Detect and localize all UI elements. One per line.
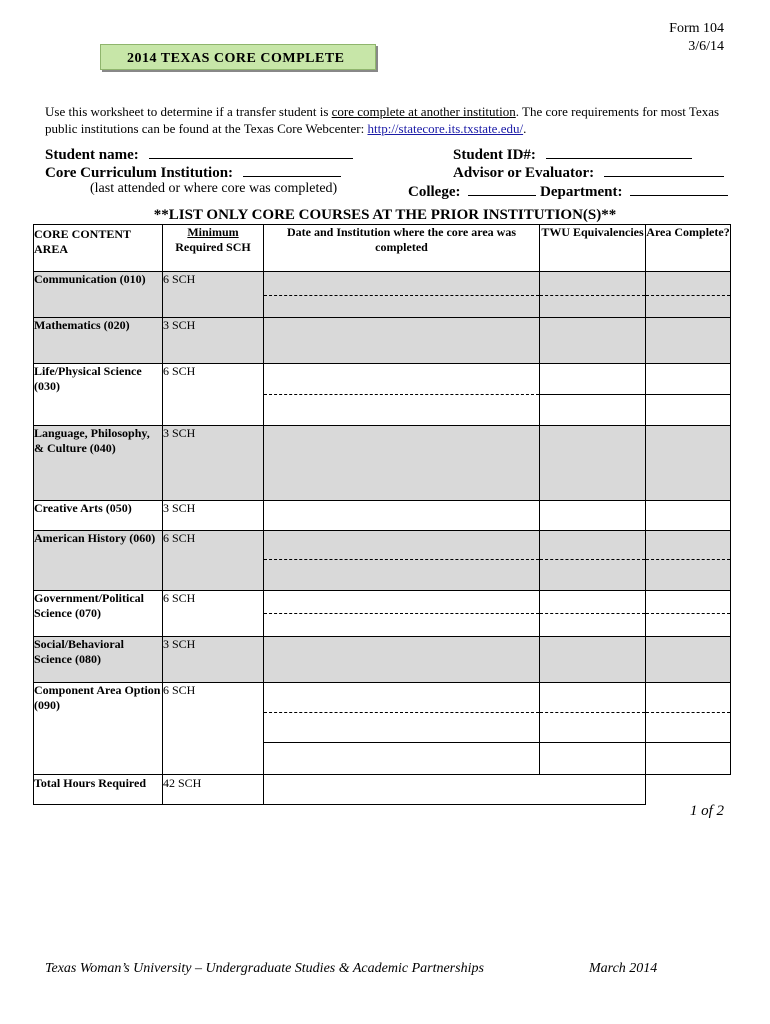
date-institution-cell[interactable] [264, 272, 540, 318]
area-cell: Component Area Option (090) [34, 683, 163, 775]
twu-cell[interactable] [540, 426, 646, 501]
intro-paragraph [45, 103, 725, 137]
footer-org: Texas Woman’s University – Undergraduate Studies & Academic Partnerships [45, 961, 484, 976]
sch-cell: 3 SCH [163, 637, 264, 683]
student-id-line[interactable] [546, 144, 692, 159]
complete-cell[interactable] [646, 364, 731, 426]
header-date-institution: Date and Institution where the core area was completed [264, 225, 540, 272]
department-line[interactable] [630, 181, 728, 196]
area-cell: Government/Political Science (070) [34, 591, 163, 637]
intro-underlined: core complete at another institution [331, 104, 516, 119]
college-line[interactable] [468, 181, 536, 196]
date-institution-cell[interactable] [264, 591, 540, 637]
area-cell: Mathematics (020) [34, 318, 163, 364]
student-id-field[interactable] [453, 144, 692, 164]
core-table [33, 224, 731, 805]
core-institution-label: Core Curriculum Institution: [45, 165, 234, 181]
complete-cell[interactable] [646, 531, 731, 591]
complete-cell[interactable] [646, 591, 731, 637]
total-empty-cell [646, 775, 731, 805]
advisor-line[interactable] [604, 162, 724, 177]
date-institution-cell[interactable] [264, 318, 540, 364]
area-cell: Creative Arts (050) [34, 501, 163, 531]
college-department-field[interactable] [408, 181, 728, 201]
list-heading: **LIST ONLY CORE COURSES AT THE PRIOR INSTITUTION(S)** [153, 207, 617, 223]
date-institution-cell[interactable] [264, 501, 540, 531]
table-row [34, 683, 731, 775]
area-cell: Language, Philosophy, & Culture (040) [34, 426, 163, 501]
title-banner [100, 44, 376, 70]
twu-cell[interactable] [540, 531, 646, 591]
twu-cell[interactable] [540, 318, 646, 364]
complete-cell[interactable] [646, 683, 731, 775]
header-min-sch [163, 225, 264, 272]
sch-cell: 3 SCH [163, 426, 264, 501]
form-date: 3/6/14 [688, 39, 724, 54]
form-id: Form 104 [669, 21, 724, 36]
student-name-line[interactable] [149, 144, 353, 159]
table-row [34, 426, 731, 501]
date-institution-cell[interactable] [264, 531, 540, 591]
twu-cell[interactable] [540, 272, 646, 318]
sch-cell: 6 SCH [163, 531, 264, 591]
sch-cell: 6 SCH [163, 272, 264, 318]
form-number [669, 20, 724, 56]
table-row [34, 591, 731, 637]
college-label: College: [408, 184, 461, 200]
table-row [34, 272, 731, 318]
advisor-field[interactable] [453, 162, 724, 182]
table-row [34, 501, 731, 531]
date-institution-cell[interactable] [264, 364, 540, 426]
twu-cell[interactable] [540, 683, 646, 775]
student-name-field[interactable] [45, 144, 353, 164]
area-cell: Social/Behavioral Science (080) [34, 637, 163, 683]
student-name-label: Student name: [45, 147, 139, 163]
complete-cell[interactable] [646, 426, 731, 501]
sch-cell: 6 SCH [163, 364, 264, 426]
twu-cell[interactable] [540, 364, 646, 426]
date-institution-cell[interactable] [264, 683, 540, 775]
sch-cell: 6 SCH [163, 591, 264, 637]
student-id-label: Student ID#: [453, 147, 536, 163]
table-row [34, 364, 731, 426]
table-row [34, 531, 731, 591]
complete-cell[interactable] [646, 501, 731, 531]
intro-text-1: Use this worksheet to determine if a transfer student is [45, 104, 332, 119]
core-institution-field[interactable] [45, 162, 341, 182]
header-twu: TWU Equivalencies [540, 225, 646, 272]
date-institution-cell[interactable] [264, 637, 540, 683]
area-cell: Life/Physical Science (030) [34, 364, 163, 426]
webcenter-link[interactable]: http://statecore.its.txstate.edu/ [367, 121, 524, 136]
total-notes-cell[interactable] [264, 775, 646, 805]
footer-date: March 2014 [589, 961, 658, 976]
area-cell: American History (060) [34, 531, 163, 591]
sch-cell: 3 SCH [163, 318, 264, 364]
core-institution-line[interactable] [243, 162, 341, 177]
complete-cell[interactable] [646, 318, 731, 364]
table-header-row [34, 225, 731, 272]
complete-cell[interactable] [646, 272, 731, 318]
core-note: (last attended or where core was completed) [90, 181, 338, 196]
intro-text-3: . [523, 121, 527, 136]
total-label-cell: Total Hours Required [34, 775, 163, 805]
sch-cell: 6 SCH [163, 683, 264, 775]
date-institution-cell[interactable] [264, 426, 540, 501]
page-number: 1 of 2 [689, 803, 724, 819]
table-row [34, 637, 731, 683]
sch-cell: 3 SCH [163, 501, 264, 531]
twu-cell[interactable] [540, 591, 646, 637]
header-complete: Area Complete? [646, 225, 731, 272]
table-row-total [34, 775, 731, 805]
advisor-label: Advisor or Evaluator: [453, 165, 595, 181]
header-area: CORE CONTENT AREA [34, 225, 163, 272]
area-cell: Communication (010) [34, 272, 163, 318]
total-sch-cell: 42 SCH [163, 775, 264, 805]
banner-text: 2014 TEXAS CORE COMPLETE [127, 51, 345, 66]
header-min-top: Minimum [187, 225, 239, 239]
twu-cell[interactable] [540, 637, 646, 683]
complete-cell[interactable] [646, 637, 731, 683]
table-row [34, 318, 731, 364]
intro-text-2: . The core requirements for most Texas public institutions can be found at the Texas Core Webcenter: [45, 104, 720, 136]
header-min-bottom: Required SCH [175, 240, 251, 254]
department-label: Department: [539, 184, 623, 200]
twu-cell[interactable] [540, 501, 646, 531]
